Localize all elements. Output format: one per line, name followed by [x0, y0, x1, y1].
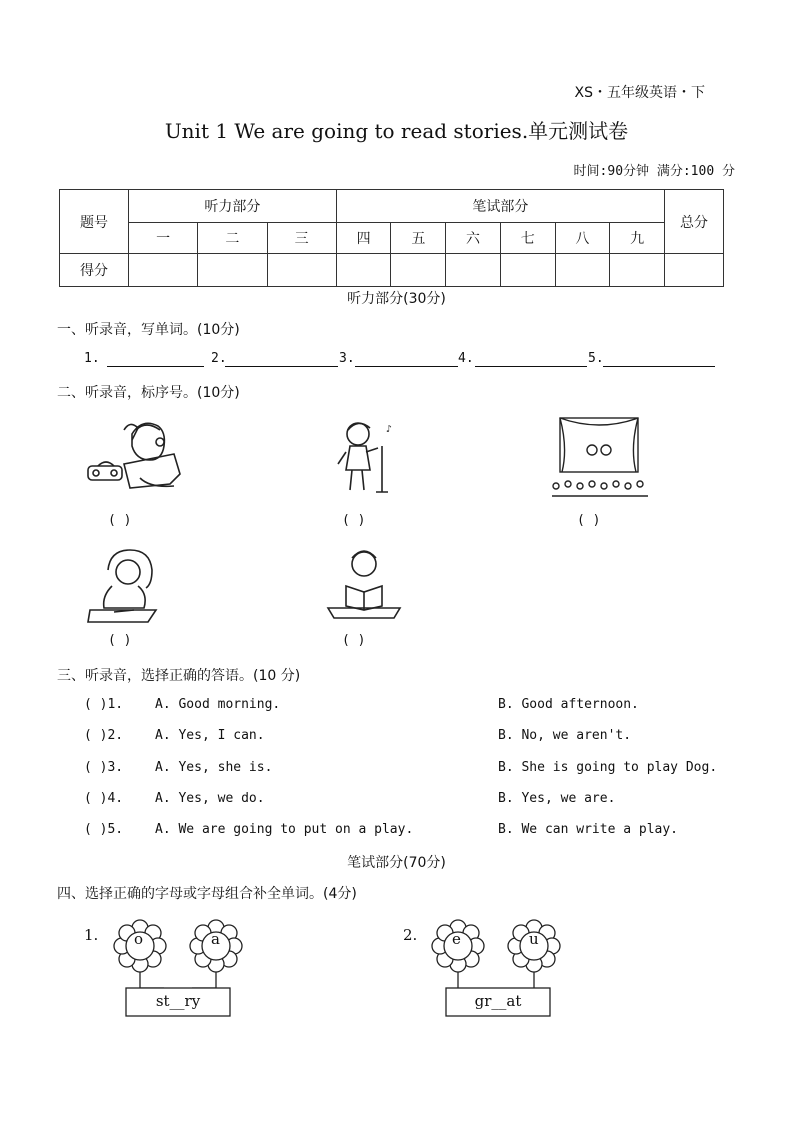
item-1-letter-right[interactable]: a: [211, 930, 220, 948]
blank-2-number: 2.: [211, 351, 227, 366]
col-1: 一: [129, 223, 198, 254]
blank-3-number: 3.: [339, 351, 355, 366]
blank-4-number: 4.: [458, 351, 474, 366]
question-3-option-a: A. Yes, she is.: [155, 760, 273, 775]
boy-reading-icon: [324, 546, 406, 622]
question-3-option-b: B. She is going to play Dog.: [498, 760, 718, 775]
score-cell[interactable]: [446, 254, 501, 287]
total-header: 总分: [665, 190, 724, 254]
question-1-number[interactable]: ( )1.: [84, 697, 124, 712]
girl-writing-icon: [86, 546, 166, 626]
answer-blank-5[interactable]: [603, 352, 715, 367]
col-2: 二: [198, 223, 267, 254]
blank-5-number: 5.: [588, 351, 604, 366]
writing-part-heading: 笔试部分(70分): [347, 855, 446, 871]
score-label: 得分: [60, 254, 129, 287]
series-label: XS・五年级英语・下: [574, 85, 705, 101]
order-paren-5[interactable]: ( ): [342, 633, 366, 648]
item-2-letter-right[interactable]: u: [529, 930, 539, 948]
score-cell[interactable]: [336, 254, 391, 287]
question-1-option-a: A. Good morning.: [155, 697, 281, 712]
section-1-heading: 一、听录音，写单词。(10分): [57, 322, 240, 338]
question-3-number[interactable]: ( )3.: [84, 760, 124, 775]
answer-blank-3[interactable]: [355, 352, 458, 367]
order-paren-1[interactable]: ( ): [108, 513, 132, 528]
section-4-heading: 四、选择正确的字母或字母组合补全单词。(4分): [57, 886, 357, 902]
score-cell[interactable]: [555, 254, 610, 287]
col-4: 四: [336, 223, 391, 254]
answer-blank-4[interactable]: [475, 352, 587, 367]
question-2-option-a: A. Yes, I can.: [155, 728, 265, 743]
col-5: 五: [391, 223, 446, 254]
row-header: 题号: [60, 190, 129, 254]
svg-text:♪: ♪: [386, 424, 393, 435]
listening-part-heading: 听力部分(30分): [347, 291, 446, 307]
question-4-option-b: B. Yes, we are.: [498, 791, 616, 806]
writing-header: 笔试部分: [336, 190, 664, 223]
question-1-option-b: B. Good afternoon.: [498, 697, 639, 712]
score-cell[interactable]: [665, 254, 724, 287]
section-2-heading: 二、听录音，标序号。(10分): [57, 385, 240, 401]
answer-blank-2[interactable]: [225, 352, 338, 367]
order-paren-3[interactable]: ( ): [577, 513, 601, 528]
score-table: [59, 189, 724, 287]
question-4-option-a: A. Yes, we do.: [155, 791, 265, 806]
time-info: 时间:90分钟 满分:100 分: [573, 164, 735, 179]
boy-singing-icon: [336, 416, 400, 496]
score-cell[interactable]: [129, 254, 198, 287]
col-8: 八: [555, 223, 610, 254]
stage-play-icon: [548, 416, 654, 498]
score-cell[interactable]: [267, 254, 336, 287]
question-5-number[interactable]: ( )5.: [84, 822, 124, 837]
col-9: 九: [610, 223, 665, 254]
col-3: 三: [267, 223, 336, 254]
col-7: 七: [500, 223, 555, 254]
listening-header: 听力部分: [129, 190, 337, 223]
item-1-letter-left[interactable]: o: [134, 930, 144, 948]
question-2-option-b: B. No, we aren't.: [498, 728, 632, 743]
question-5-option-a: A. We are going to put on a play.: [155, 822, 414, 837]
section-3-heading: 三、听录音，选择正确的答语。(10 分): [57, 668, 301, 684]
answer-blank-1[interactable]: [107, 352, 204, 367]
score-cell[interactable]: [500, 254, 555, 287]
score-cell[interactable]: [391, 254, 446, 287]
score-cell[interactable]: [610, 254, 665, 287]
item-2-letter-left[interactable]: e: [452, 930, 461, 948]
order-paren-2[interactable]: ( ): [342, 513, 366, 528]
score-cell[interactable]: [198, 254, 267, 287]
blank-1-number: 1.: [84, 351, 100, 366]
item-2-number: 2.: [403, 926, 418, 944]
order-paren-4[interactable]: ( ): [108, 633, 132, 648]
page-title: Unit 1 We are going to read stories.单元测试卷: [164, 119, 629, 143]
question-2-number[interactable]: ( )2.: [84, 728, 124, 743]
item-1-word: st__ry: [155, 992, 201, 1010]
boy-listening-to-radio-icon: [84, 414, 184, 498]
col-6: 六: [446, 223, 501, 254]
item-2-word: gr__at: [474, 992, 522, 1010]
question-4-number[interactable]: ( )4.: [84, 791, 124, 806]
item-1-number: 1.: [84, 926, 99, 944]
question-5-option-b: B. We can write a play.: [498, 822, 679, 837]
